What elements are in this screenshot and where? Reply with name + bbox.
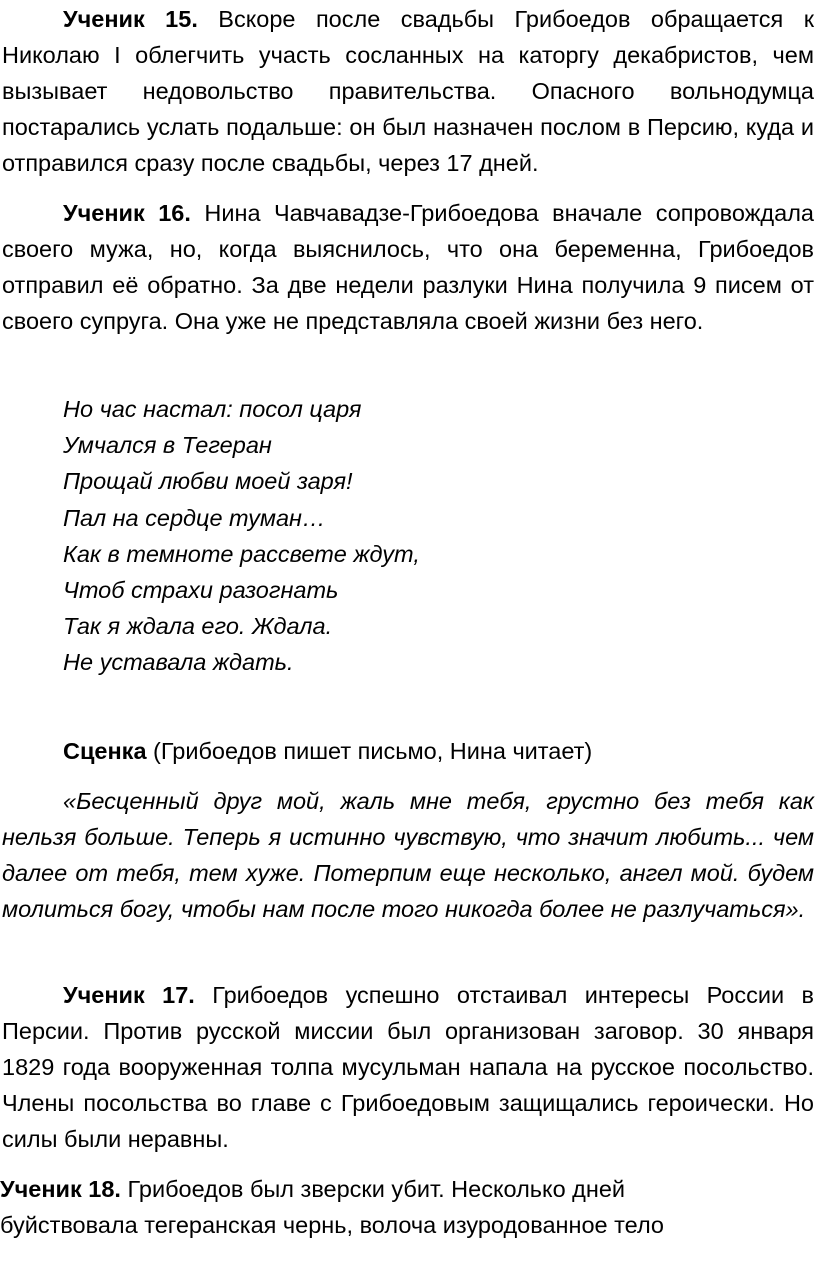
- paragraph-text: Нина Чавчавадзе-Грибоедова вначале сопровождала своего мужа, но, когда выяснилось, что она беременна, Грибоедов отправил её обратно. За две недели разлуки Нина получила 9 писем от своего супруга. Она уже не представляла своей жизни без него.: [2, 200, 814, 334]
- speaker-label: Ученик 15.: [63, 6, 198, 32]
- scene-title: Сценка: [63, 738, 147, 764]
- speaker-label: Ученик 18.: [0, 1176, 121, 1202]
- poem-line: Пал на сердце туман…: [63, 504, 326, 531]
- paragraph-text: Грибоедов был зверски убит. Несколько дней буйствовала тегеранская чернь, волоча изуродованное тело: [0, 1176, 664, 1238]
- poem-line: Чтоб страхи разогнать: [63, 577, 339, 604]
- scene-heading: [63, 733, 592, 769]
- paragraph-student-16: [2, 195, 814, 339]
- poem-line: Так я ждала его. Ждала.: [63, 613, 333, 640]
- paragraph-student-15: [2, 1, 814, 181]
- poem-line: Как в темноте рассвете ждут,: [63, 540, 420, 567]
- poem-line: Прощай любви моей заря!: [63, 468, 353, 495]
- poem-line: Умчался в Тегеран: [63, 432, 272, 459]
- paragraph-student-18: [0, 1171, 700, 1243]
- paragraph-student-17: [2, 977, 814, 1157]
- speaker-label: Ученик 16.: [63, 200, 191, 226]
- paragraph-text: Грибоедов успешно отстаивал интересы России в Персии. Против русской миссии был организован заговор. 30 января 1829 года вооруженная толпа мусульман напала на русское посольство. Члены посольства во главе с Грибоедовым защищались героически. Но силы были неравны.: [2, 982, 814, 1152]
- scene-letter: «Бесценный друг мой, жаль мне тебя, грустно без тебя как нельзя больше. Теперь я истинно чувствую, что значит любить... чем далее от тебя, тем хуже. Потерпим еще несколько, ангел мой. будем молиться богу, чтобы нам после того никогда более не разлучаться».: [2, 788, 814, 922]
- paragraph-text: Вскоре после свадьбы Грибоедов обращается к Николаю I облегчить участь сосланных на каторгу декабристов, чем вызывает недовольство правительства. Опасного вольнодумца постарались услать подальше: он был назначен послом в Персию, куда и отправился сразу после свадьбы, через 17 дней.: [2, 6, 814, 176]
- scene-note: (Грибоедов пишет письмо, Нина читает): [146, 738, 593, 764]
- poem-line: Но час настал: посол царя: [63, 396, 362, 422]
- poem: [63, 391, 420, 681]
- poem-line: Не уставала ждать.: [63, 649, 294, 676]
- speaker-label: Ученик 17.: [63, 982, 195, 1008]
